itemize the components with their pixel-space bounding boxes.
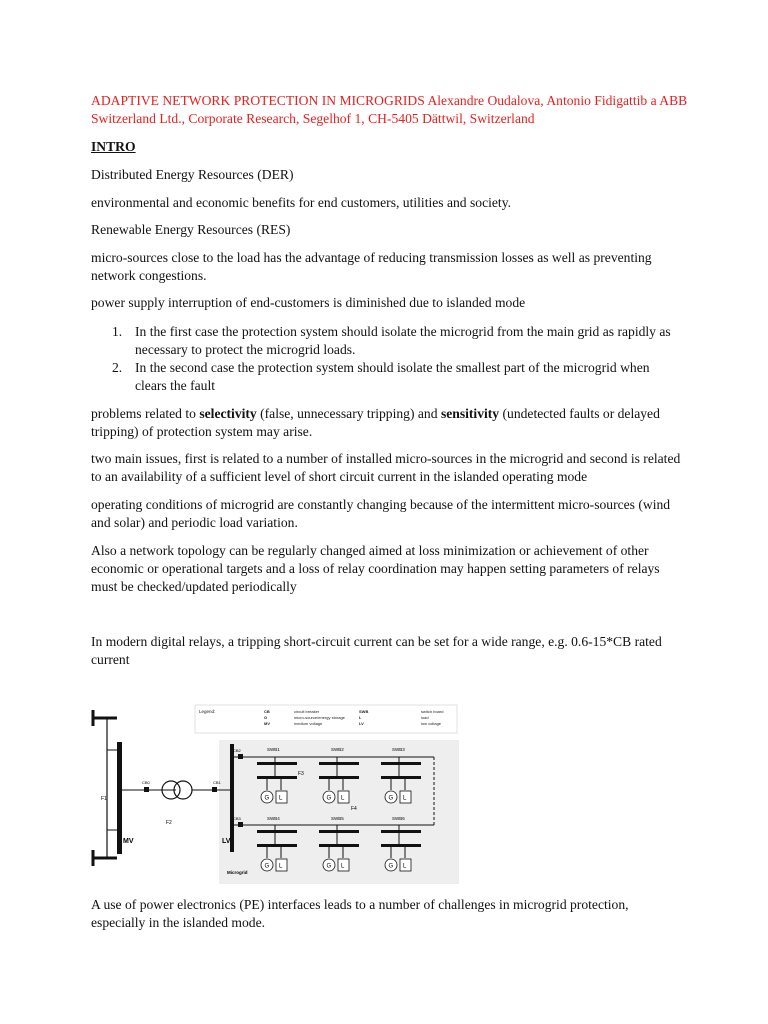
l-label: L — [279, 795, 283, 802]
g-label: G — [264, 795, 270, 802]
term-selectivity: selectivity — [199, 406, 257, 421]
list-number: 1. — [112, 324, 123, 339]
legend-abbr: L — [359, 715, 362, 720]
paragraph-conditions: operating conditions of microgrid are constantly changing because of the intermittent micro-sources (wind and solar) and periodic load variation. — [91, 497, 671, 530]
legend-desc: load — [421, 715, 429, 720]
paragraph-topology: Also a network topology can be regularly changed aimed at loss minimization or achievement of other economic or operational targets and a loss of relay coordination may happen setting parameters of relays must be checked/updated periodically — [91, 543, 660, 594]
list-number: 2. — [112, 360, 123, 375]
g-label: G — [326, 795, 332, 802]
cb0-label: CB0 — [142, 780, 150, 785]
legend-title: Legend: — [199, 709, 216, 714]
paragraph-power-electronics: A use of power electronics (PE) interfaces leads to a number of challenges in microgrid protection, especially in the islanded mode. — [91, 897, 629, 930]
legend-desc: switch board — [421, 709, 444, 714]
g-label: G — [388, 863, 394, 870]
paragraph-benefits: environmental and economic benefits for end customers, utilities and society. — [91, 195, 512, 210]
legend-abbr: CB — [264, 709, 270, 714]
intro-heading: INTRO — [91, 139, 136, 154]
swb3-label: SWB3 — [392, 747, 405, 752]
g-label: G — [388, 795, 394, 802]
swb1-label: SWB1 — [267, 747, 280, 752]
cb2-label: CB2 — [233, 748, 241, 753]
term-sensitivity: sensitivity — [440, 406, 500, 421]
microgrid-label: Microgrid — [227, 870, 248, 875]
legend-abbr: SWB — [359, 709, 369, 714]
grid-connection-top — [93, 710, 117, 726]
f4-label: F4 — [351, 806, 357, 812]
mv-label: MV — [123, 838, 134, 845]
lv-busbar — [230, 744, 234, 852]
swb2-label: SWB2 — [331, 747, 344, 752]
cb1-label: CB1 — [213, 780, 221, 785]
cb1-breaker — [212, 787, 217, 792]
swb6-label: SWB6 — [392, 816, 405, 821]
legend-desc: medium voltage — [294, 721, 323, 726]
cb3-label: CB3 — [233, 816, 241, 821]
paragraph-res: Renewable Energy Resources (RES) — [91, 222, 291, 237]
paragraph-two-issues: two main issues, first is related to a number of installed micro-sources in the microgrid and second is related to an availability of a sufficient level of short circuit current in the islanded operating mode — [91, 451, 681, 484]
l-label: L — [341, 863, 345, 870]
f3-label: F3 — [298, 771, 304, 777]
cb2-breaker — [238, 754, 243, 759]
l-label: L — [341, 795, 345, 802]
paragraph-relays: In modern digital relays, a tripping short-circuit current can be set for a wide range, e.g. 0.6-15*CB rated current — [91, 634, 662, 667]
paragraph-der: Distributed Energy Resources (DER) — [91, 167, 294, 182]
legend-desc: circuit breaker — [294, 709, 320, 714]
cb3-breaker — [238, 822, 243, 827]
text-run: problems related to — [91, 406, 200, 421]
text-run: (false, unnecessary tripping) and — [256, 406, 441, 421]
l-label: L — [279, 863, 283, 870]
l-label: L — [403, 863, 407, 870]
mv-busbar — [117, 742, 122, 854]
text-run: (undetected faults or delayed tripping) of protection system may arise. — [91, 406, 660, 439]
l-label: L — [403, 795, 407, 802]
paragraph-islanded: power supply interruption of end-customers is diminished due to islanded mode — [91, 295, 526, 310]
legend-abbr: G — [264, 715, 268, 720]
list-text: In the first case the protection system should isolate the microgrid from the main grid as rapidly as necessary to protect the microgrid loads. — [135, 324, 671, 357]
lv-label: LV — [222, 838, 231, 845]
legend-desc: low voltage — [421, 721, 442, 726]
paper-title: ADAPTIVE NETWORK PROTECTION IN MICROGRIDS Alexandre Oudalova, Antonio Fidigattib a ABB Switzerland Ltd., Corporate Research, Segelhof 1, CH-5405 Dättwil, Switzerland — [91, 93, 688, 126]
legend-abbr: MV — [264, 721, 270, 726]
swb4-label: SWB4 — [267, 816, 280, 821]
f2-label: F2 — [166, 820, 172, 826]
swb5-label: SWB5 — [331, 816, 344, 821]
g-label: G — [326, 863, 332, 870]
paragraph-problems — [91, 405, 681, 441]
cb0-breaker — [144, 787, 149, 792]
g-label: G — [264, 863, 270, 870]
list-text: In the second case the protection system should isolate the smallest part of the microgrid when clears the fault — [135, 360, 650, 393]
legend-abbr: LV — [359, 721, 364, 726]
f1-label: F1 — [101, 796, 107, 802]
paragraph-micro-sources: micro-sources close to the load has the advantage of reducing transmission losses as well as preventing network congestions. — [91, 250, 652, 283]
legend-desc: micro-source/energy storage — [294, 715, 345, 720]
transformer-secondary — [174, 781, 192, 799]
microgrid-diagram — [89, 700, 461, 884]
grid-connection-bottom — [93, 850, 117, 866]
